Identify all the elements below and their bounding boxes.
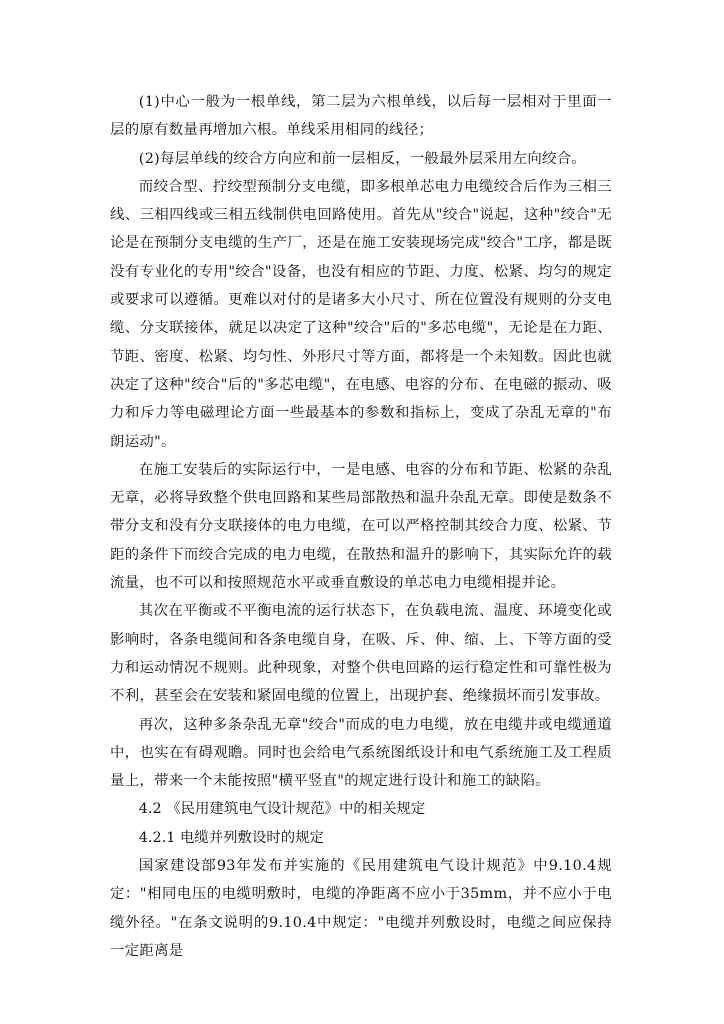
paragraph-operation: 在施工安装后的实际运行中，一是电感、电容的分布和节距、松紧的杂乱无章，必将导致整个供电回路和某些局部散热和温升杂乱无章。即使是数条不带分支和没有分支联接体的电力电缆，在可以严格控制其绞合力度、松紧、节距的条件下而绞合完成的电力电缆，在散热和温升的影响下，其实际允许的载流量，也不可以和按照规范水平或垂直敷设的单芯电力电缆相提并论。 (110, 461, 612, 592)
section-heading-4-2: 4.2 《民用建筑电气设计规范》中的相关规定 (138, 801, 426, 818)
paragraph-stranding-rule-1: (1)中心一般为一根单线，第二层为六根单线，以后每一层相对于里面一层的原有数量再增加六根。单线采用相同的线径； (110, 94, 612, 139)
paragraph-unbalanced-current: 其次在平衡或不平衡电流的运行状态下，在负载电流、温度、环境变化或影响时，各条电缆间和各条电缆自身，在吸、斥、伸、缩、上、下等方面的受力和运动情况不规则。此种现象，对整个供电回路的运行稳定性和可靠性极为不利，甚至会在安装和紧固电缆的位置上，出现护套、绝缘损坏而引发事故。 (110, 603, 612, 705)
paragraph-stranded-cable: 而绞合型、拧绞型预制分支电缆，即多根单芯电力电缆绞合后作为三相三线、三相四线或三相五线制供电回路使用。首先从"绞合"说起，这种"绞合"无论是在预制分支电缆的生产厂，还是在施工安装现场完成"绞合"工序，都是既没有专业化的专用"绞合"设备，也没有相应的节距、力度、松紧、均匀的规定或要求可以遵循。更难以对付的是诸多大小尺寸、所在位置没有规则的分支电缆、分支联接体，就足以决定了这种"绞合"后的"多芯电缆"，无论是在力距、节距、密度、松紧、均匀性、外形尺寸等方面，都将是一个未知数。因此也就决定了这种"绞合"后的"多芯电缆"，在电感、电容的分布、在电磁的振动、吸力和斥力等电磁理论方面一些最基本的参数和指标上，变成了杂乱无章的"布朗运动"。 (110, 178, 612, 450)
document-page (110, 88, 612, 965)
paragraph-appearance: 再次，这种多条杂乱无章"绞合"而成的电力电缆，放在电缆井或电缆通道中，也实在有碍观瞻。同时也会给电气系统图纸设计和电气系统施工及工程质量上，带来一个未能按照"横平竖直"的规定进行设计和施工的缺陷。 (110, 716, 612, 790)
paragraph-stranding-rule-2: (2)每层单线的绞合方向应和前一层相反，一般最外层采用左向绞合。 (138, 150, 587, 167)
section-heading-4-2-1: 4.2.1 电缆并列敷设时的规定 (138, 829, 324, 846)
paragraph-code-regulation: 国家建设部93年发布并实施的《民用建筑电气设计规范》中9.10.4规定："相同电压的电缆明敷时，电缆的净距离不应小于35mm，并不应小于电缆外径。"在条文说明的9.10.4中规定："电缆并列敷设时，电缆之间应保持一定距离是 (110, 858, 612, 959)
